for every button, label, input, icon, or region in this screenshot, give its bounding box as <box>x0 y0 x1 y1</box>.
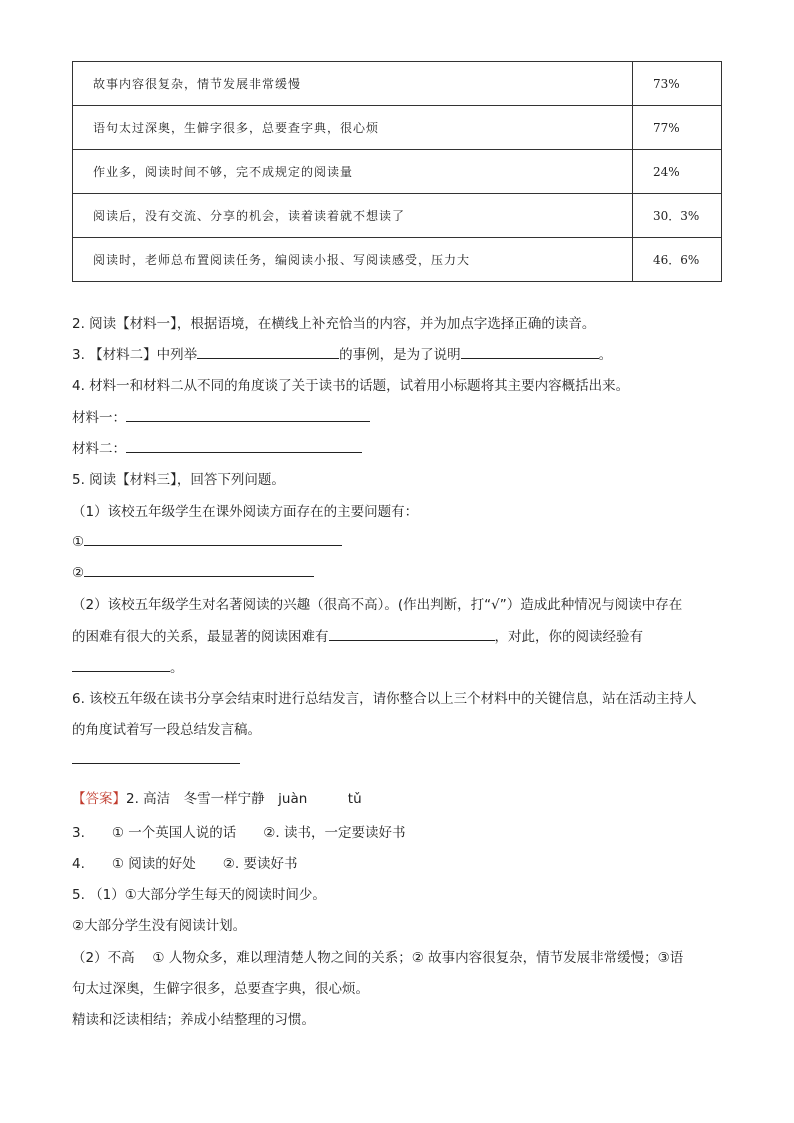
table-row <box>73 194 722 238</box>
question-5-2-text-b: ，对此，你的阅读经验有 <box>494 629 643 645</box>
percent-cell: 30．3% <box>633 194 722 238</box>
percent-cell: 73% <box>633 62 722 106</box>
problem-cell: 语句太过深奥，生僻字很多，总要查字典，很心烦 <box>73 106 633 150</box>
table-row <box>73 150 722 194</box>
question-4-material-1 <box>72 406 370 426</box>
question-3-part-a: 3. 【材料二】中列举 <box>72 347 198 363</box>
answer-4: 4. ① 阅读的好处 ②. 要读好书 <box>72 856 298 872</box>
question-5-1-item-1 <box>72 531 342 550</box>
problem-cell: 阅读时，老师总布置阅读任务，编阅读小报、写阅读感受，压力大 <box>73 238 633 282</box>
answer-blank[interactable] <box>197 344 339 359</box>
question-5-2-line-1: （2）该校五年级学生对名著阅读的兴趣（很高不高）。(作出判断，打“√”）造成此种情况与阅读中存在 <box>72 597 683 613</box>
question-6-line-2: 的角度试着写一段总结发言稿。 <box>72 722 261 738</box>
problem-cell: 故事内容很复杂，情节发展非常缓慢 <box>73 62 633 106</box>
question-2: 2. 阅读【材料一】，根据语境，在横线上补充恰当的内容，并为加点字选择正确的读音。 <box>72 316 596 332</box>
item-marker: ① <box>72 534 85 550</box>
percent-cell: 24% <box>633 150 722 194</box>
item-marker: ② <box>72 565 85 581</box>
question-3-part-c: 。 <box>598 347 613 363</box>
answer-5-1-b: ②大部分学生没有阅读计划。 <box>72 918 247 934</box>
answer-5-2-line-3: 精读和泛读相结；养成小结整理的习惯。 <box>72 1012 315 1028</box>
answer-5-2-line-2: 句太过深奥，生僻字很多，总要查字典，很心烦。 <box>72 981 369 997</box>
answer-2-text: 2. 高洁 冬雪一样宁静 juàn tǔ <box>126 791 362 807</box>
question-4: 4. 材料一和材料二从不同的角度谈了关于读书的话题，试着用小标题将其主要内容概括出来。 <box>72 378 630 394</box>
question-5-2-end: 。 <box>170 660 184 676</box>
answer-blank[interactable] <box>72 657 170 672</box>
question-5-1-item-2 <box>72 562 314 581</box>
answer-blank[interactable] <box>126 438 362 453</box>
survey-table <box>72 61 722 282</box>
table-row <box>73 238 722 282</box>
answer-blank[interactable] <box>329 626 495 641</box>
question-3 <box>72 343 612 363</box>
question-5-2-line-2 <box>72 625 643 645</box>
answer-blank[interactable] <box>461 344 599 359</box>
section-divider <box>72 763 240 764</box>
answer-5-2-line-1: （2）不高 ① 人物众多，难以理清楚人物之间的关系；② 故事内容很复杂，情节发展非常缓慢；③语 <box>72 950 684 966</box>
question-5-1: （1）该校五年级学生在课外阅读方面存在的主要问题有： <box>72 504 419 520</box>
question-3-part-b: 的事例，是为了说明 <box>339 347 461 363</box>
problem-cell: 阅读后，没有交流、分享的机会，读着读着就不想读了 <box>73 194 633 238</box>
answer-blank[interactable] <box>84 531 342 546</box>
answer-blank[interactable] <box>84 562 314 577</box>
material-2-label: 材料二： <box>72 441 126 457</box>
answer-tag: 【答案】 <box>72 791 126 807</box>
answer-blank[interactable] <box>126 407 370 422</box>
question-5: 5. 阅读【材料三】，回答下列问题。 <box>72 472 285 488</box>
answer-3: 3. ① 一个英国人说的话 ②. 读书，一定要读好书 <box>72 825 406 841</box>
table-row <box>73 62 722 106</box>
question-5-2-line-3 <box>72 656 184 676</box>
percent-cell: 77% <box>633 106 722 150</box>
percent-cell: 46．6% <box>633 238 722 282</box>
table-row <box>73 106 722 150</box>
problem-cell: 作业多，阅读时间不够，完不成规定的阅读量 <box>73 150 633 194</box>
question-5-2-text-a: 的困难有很大的关系，最显著的阅读困难有 <box>72 629 329 645</box>
question-4-material-2 <box>72 437 362 457</box>
answer-5-1: 5. （1）①大部分学生每天的阅读时间少。 <box>72 887 326 903</box>
material-1-label: 材料一： <box>72 410 126 426</box>
question-6-line-1: 6. 该校五年级在读书分享会结束时进行总结发言，请你整合以上三个材料中的关键信息，站在活动主持人 <box>72 691 697 707</box>
answer-2 <box>72 787 362 807</box>
